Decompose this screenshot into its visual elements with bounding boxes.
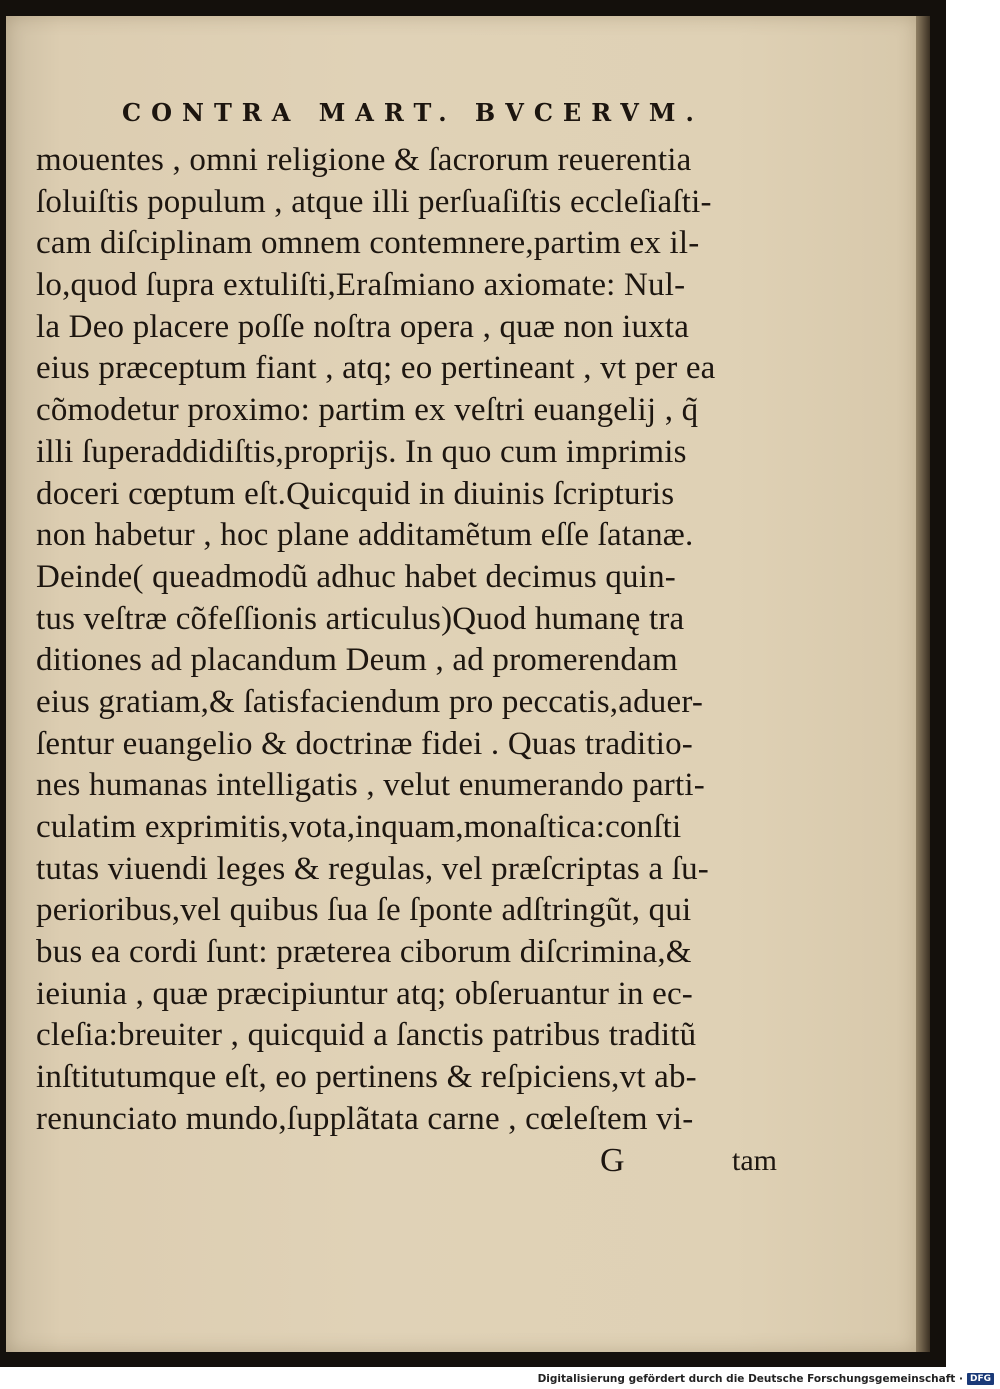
signature-mark: G [600,1142,625,1179]
text-line: lo,quod ſupra extuliſti,Eraſmiano axiomate: Nul- [36,267,686,304]
text-line: renunciato mundo,ſupplãtata carne , cœleſtem vi- [36,1100,694,1137]
running-head: CONTRA MART. BVCERVM. [122,98,704,127]
text-line: ditiones ad placandum Deum , ad promerendam [36,642,678,679]
text-line: cleſia:breuiter , quicquid a ſanctis patribus traditũ [36,1017,697,1054]
catchword: tam [732,1144,777,1177]
text-line: bus ea cordi ſunt: præterea ciborum diſcrimina,& [36,934,692,971]
text-line: inſtitutumque eſt, eo pertinens & reſpiciens,vt ab- [36,1059,697,1096]
text-line: non habetur , hoc plane additamẽtum eſſe ſatanæ. [36,517,694,554]
text-line: tutas viuendi leges & regulas, vel præſcriptas a ſu- [36,850,709,887]
text-line: Deinde( queadmodũ adhuc habet decimus quin- [36,558,676,595]
text-line: culatim exprimitis,vota,inquam,monaſtica:conſti [36,809,682,845]
text-line: tus veſtræ cõfeſſionis articulus)Quod humanę tra [36,600,685,637]
text-line: ieiunia , quæ præcipiuntur atq; obſeruantur in ec- [36,975,693,1012]
text-line: cõmodetur proximo: partim ex veſtri euangelij , q̃ [36,392,699,429]
page-foot [600,1142,800,1182]
text-line: perioribus,vel quibus ſua ſe ſponte adſtringũt, qui [36,892,692,929]
text-line: doceri cœptum eſt.Quicquid in diuinis ſcripturis [36,475,675,512]
page-edge [916,16,930,1352]
text-line: eius gratiam,& ſatisfaciendum pro peccatis,aduer- [36,683,704,720]
text-line: cam diſciplinam omnem contemnere,partim ex il- [36,225,700,262]
text-line: la Deo placere poſſe noſtra opera , quæ non iuxta [36,308,690,345]
digitization-credit [537,1371,994,1387]
body-text [36,140,796,1141]
text-line: eius præceptum fiant , atq; eo pertineant , vt per ea [36,350,716,387]
text-line: ſoluiſtis populum , atque illi perſuaſiſtis eccleſiaſti- [36,183,712,220]
text-line: illi ſuperaddidiſtis,proprijs. In quo cum imprimis [36,433,687,470]
text-line: ſentur euangelio & doctrinæ fidei . Quas traditio- [36,725,693,762]
text-line: nes humanas intelligatis , velut enumerando parti- [36,767,705,804]
credit-text: Digitalisierung gefördert durch die Deutsche Forschungsgemeinschaft · [537,1373,963,1385]
dfg-logo: DFG [967,1373,994,1385]
text-line: mouentes , omni religione & ſacrorum reuerentia [36,142,692,178]
